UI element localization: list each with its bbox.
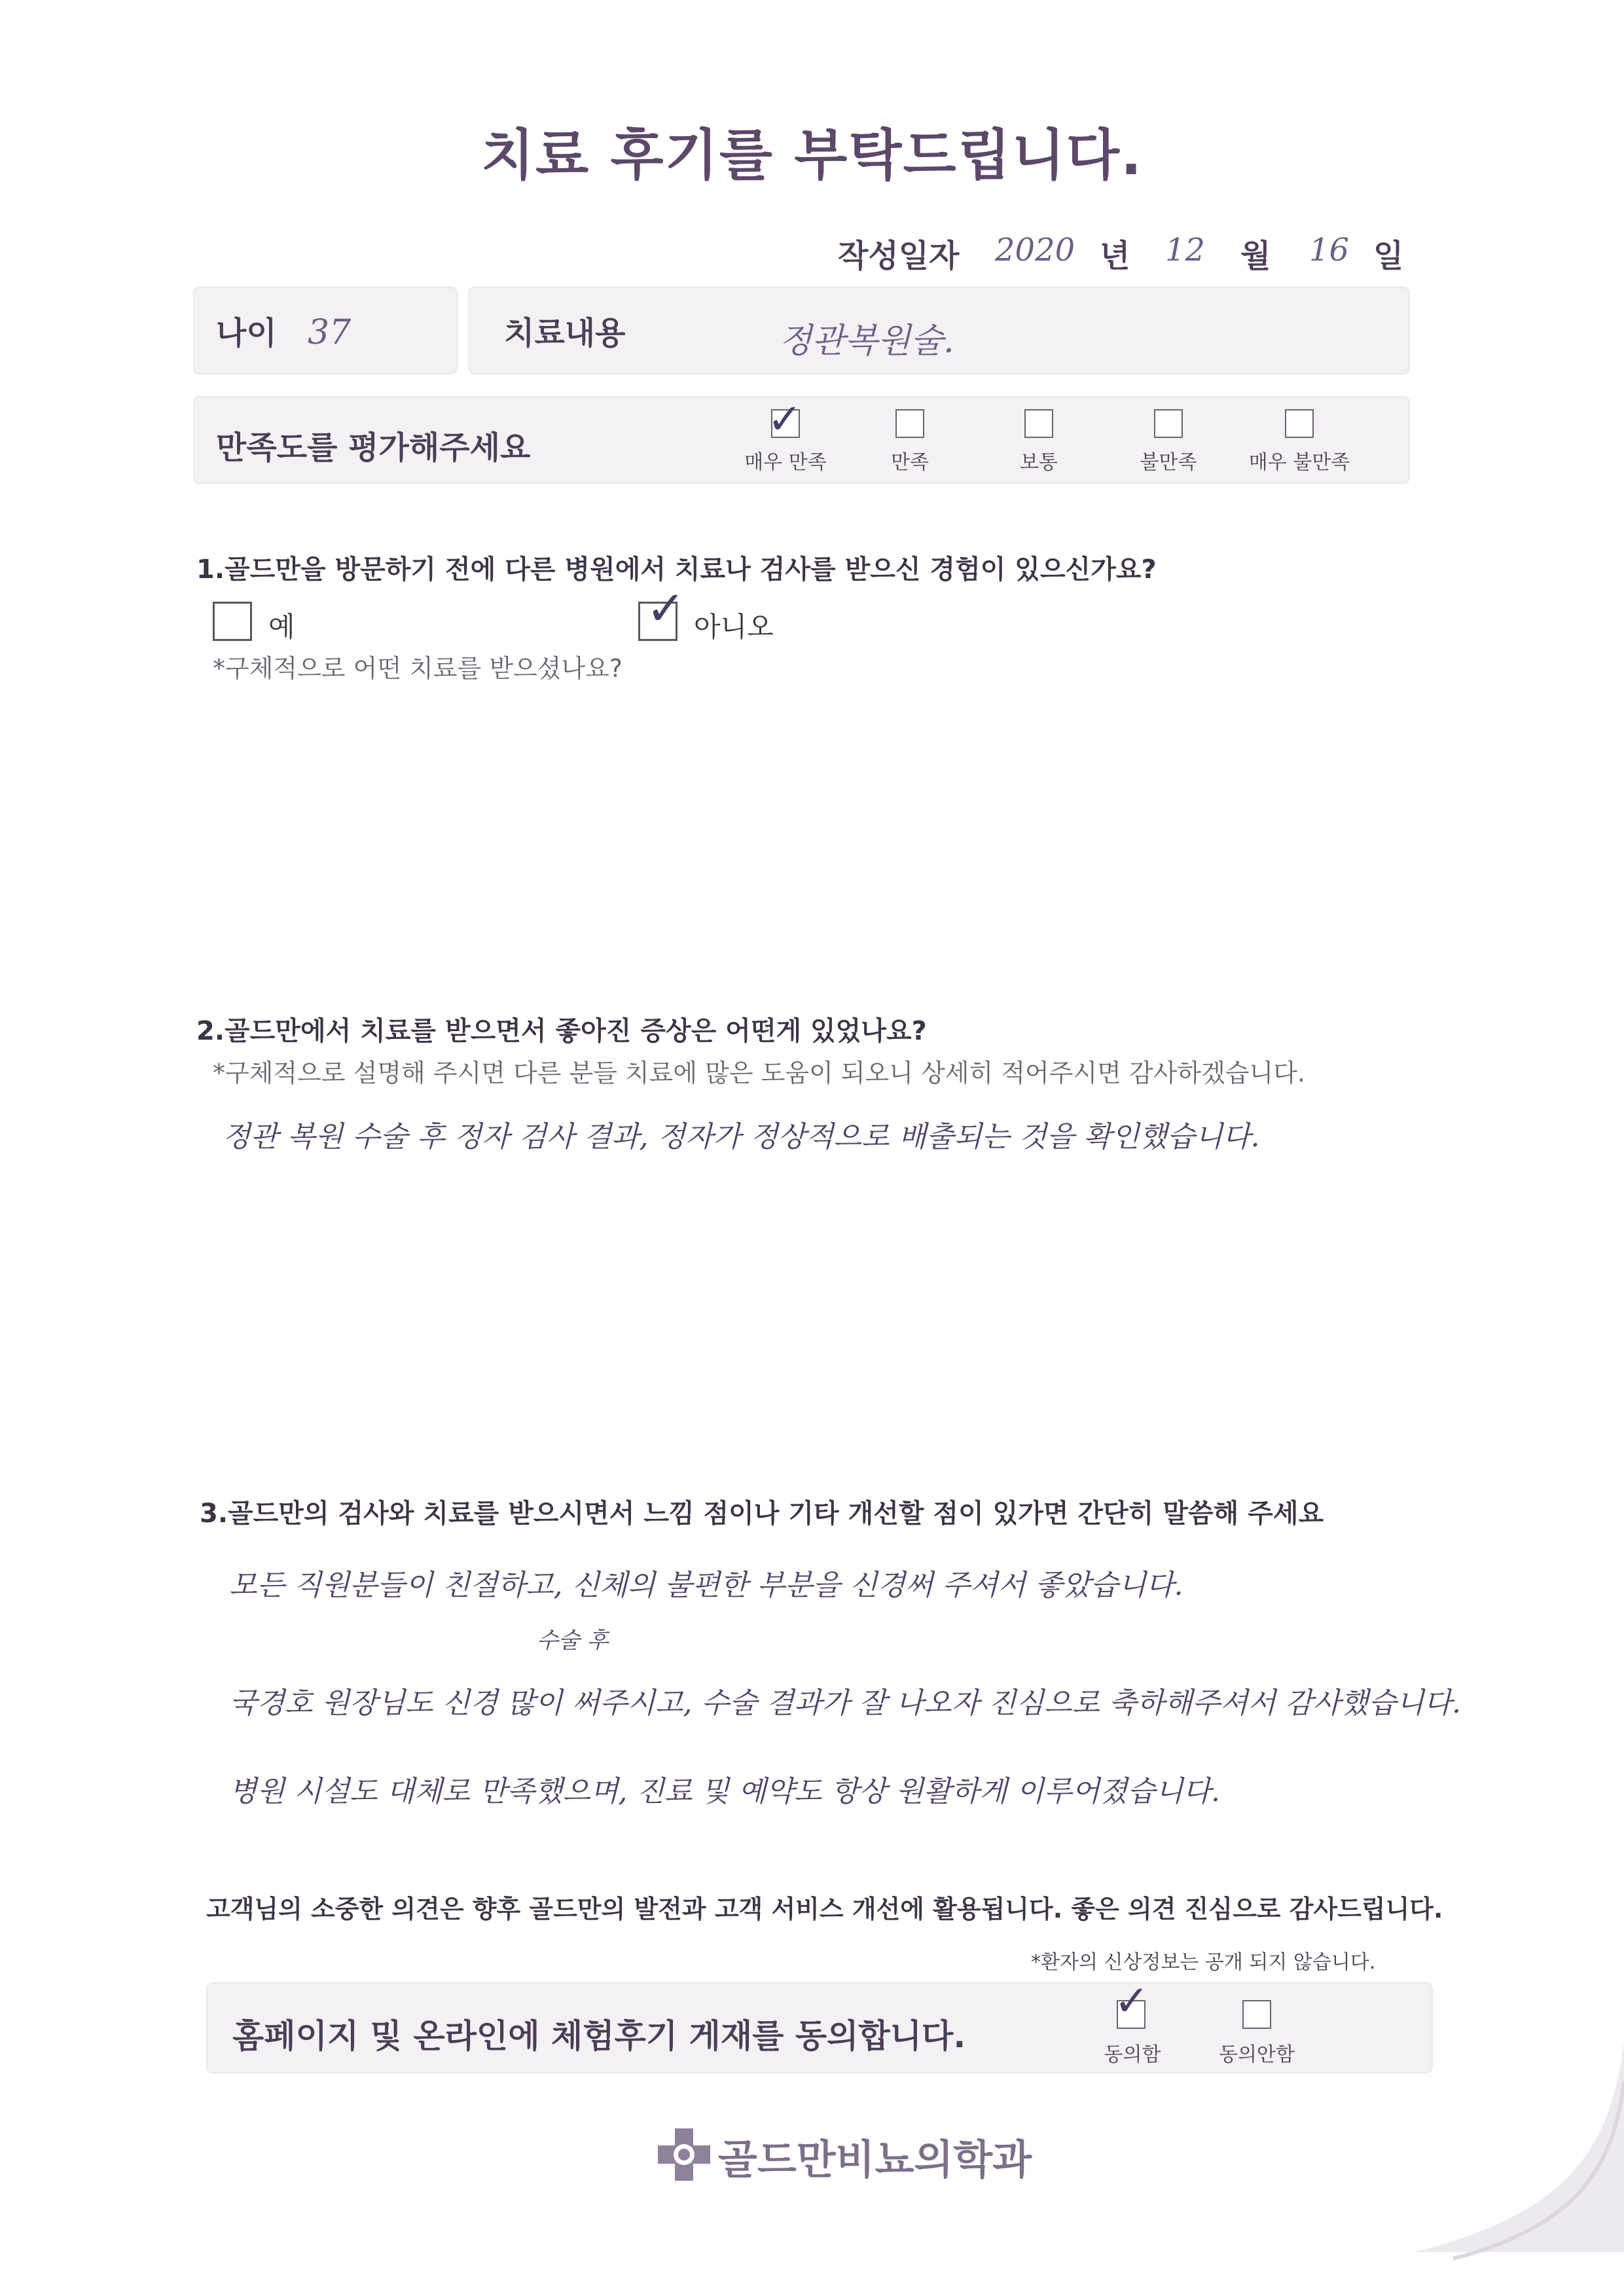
treatment-value[interactable]: 정관복원술.	[779, 321, 954, 361]
corner-decoration	[1414, 2043, 1624, 2296]
agree-label: 동의함	[1104, 2043, 1161, 2066]
consent-label: 홈페이지 및 온라인에 체험후기 게재를 동의합니다.	[232, 2017, 966, 2055]
consent-agree-option[interactable]	[1087, 1977, 1178, 2066]
satisfaction-option-dissatisfied[interactable]	[1110, 403, 1227, 475]
satisfaction-option-very-satisfied[interactable]	[727, 395, 844, 475]
very-dissatisfied-label: 매우 불만족	[1248, 451, 1350, 474]
q1-option-yes[interactable]	[213, 599, 376, 645]
check-icon: ✓	[1114, 1977, 1149, 2026]
very-satisfied-label: 매우 만족	[744, 451, 827, 474]
q2-hint: *구체적으로 설명해 주시면 다른 분들 치료에 많은 도움이 되오니 상세히 적어주시면 감사하겠습니다.	[213, 1059, 1305, 1087]
q3-answer-line-1[interactable]: 모든 직원분들이 친절하고, 신체의 불편한 부분을 신경써 주셔서 좋았습니다.	[229, 1569, 1183, 1602]
date-day[interactable]: 16	[1309, 232, 1350, 268]
satisfied-label: 만족	[891, 451, 929, 474]
q1-hint: *구체적으로 어떤 치료를 받으셨나요?	[213, 654, 623, 683]
q1-yes-label: 예	[268, 611, 295, 643]
date-label: 작성일자	[838, 238, 960, 274]
thanks-note: 고객님의 소중한 의견은 향후 골드만의 발전과 고객 서비스 개선에 활용됩니다. 좋은 의견 진심으로 감사드립니다.	[206, 1895, 1443, 1923]
satisfaction-option-very-dissatisfied[interactable]	[1234, 403, 1365, 475]
disagree-checkbox[interactable]	[1242, 2000, 1271, 2029]
check-icon: ✓	[646, 581, 686, 636]
date-day-unit: 일	[1373, 238, 1404, 274]
logo	[658, 2124, 1032, 2183]
logo-cross-icon	[658, 2128, 710, 2181]
satisfaction-option-neutral[interactable]	[980, 403, 1098, 475]
disagree-label: 동의안함	[1219, 2043, 1295, 2066]
treatment-label: 치료내용	[504, 315, 626, 352]
q2-answer-line-1[interactable]: 정관 복원 수술 후 정자 검사 결과, 정자가 정상적으로 배출되는 것을 확인했습니다.	[223, 1120, 1260, 1154]
q1-option-no[interactable]	[638, 581, 835, 645]
logo-name: 골드만비뇨의학과	[718, 2136, 1032, 2183]
neutral-label: 보통	[1020, 451, 1058, 474]
age-label: 나이	[216, 315, 277, 352]
very-dissatisfied-checkbox[interactable]	[1285, 409, 1314, 438]
question-2: 2.골드만에서 치료를 받으면서 좋아진 증상은 어떤게 있었나요?	[196, 1016, 927, 1046]
q3-answer-line-2[interactable]: 국경호 원장님도 신경 많이 써주시고, 수술 결과가 잘 나오자 진심으로 축하해주셔서 감사했습니다.	[229, 1686, 1461, 1720]
date-month-unit: 월	[1240, 238, 1271, 274]
neutral-checkbox[interactable]	[1024, 409, 1053, 438]
consent-disagree-option[interactable]	[1204, 1987, 1309, 2066]
check-icon: ✓	[767, 395, 803, 444]
satisfaction-label: 만족도를 평가해주세요	[216, 429, 531, 466]
page-title: 치료 후기를 부탁드립니다.	[481, 123, 1143, 187]
question-1: 1.골드만을 방문하기 전에 다른 병원에서 치료나 검사를 받으신 경험이 있으신가요?	[196, 555, 1157, 585]
age-value[interactable]: 37	[308, 313, 352, 352]
question-3: 3.골드만의 검사와 치료를 받으시면서 느낌 점이나 기타 개선할 점이 있가면 간단히 말씀해 주세요	[200, 1499, 1324, 1529]
q3-answer-insert[interactable]: 수술 후	[537, 1628, 609, 1654]
date-row	[838, 230, 1427, 276]
q1-no-label: 아니오	[694, 611, 774, 643]
satisfaction-option-satisfied[interactable]	[851, 403, 969, 475]
privacy-note: *환자의 신상정보는 공개 되지 않습니다.	[1031, 1951, 1376, 1974]
dissatisfied-checkbox[interactable]	[1154, 409, 1183, 438]
q3-answer-line-3[interactable]: 병원 시설도 대체로 만족했으며, 진료 및 예약도 항상 원활하게 이루어졌습니다.	[229, 1775, 1220, 1808]
date-year-unit: 년	[1100, 238, 1130, 274]
date-year[interactable]: 2020	[995, 232, 1075, 268]
date-month[interactable]: 12	[1165, 232, 1206, 268]
dissatisfied-label: 불만족	[1140, 451, 1197, 474]
satisfied-checkbox[interactable]	[895, 409, 924, 438]
q1-yes-checkbox[interactable]	[213, 602, 252, 641]
